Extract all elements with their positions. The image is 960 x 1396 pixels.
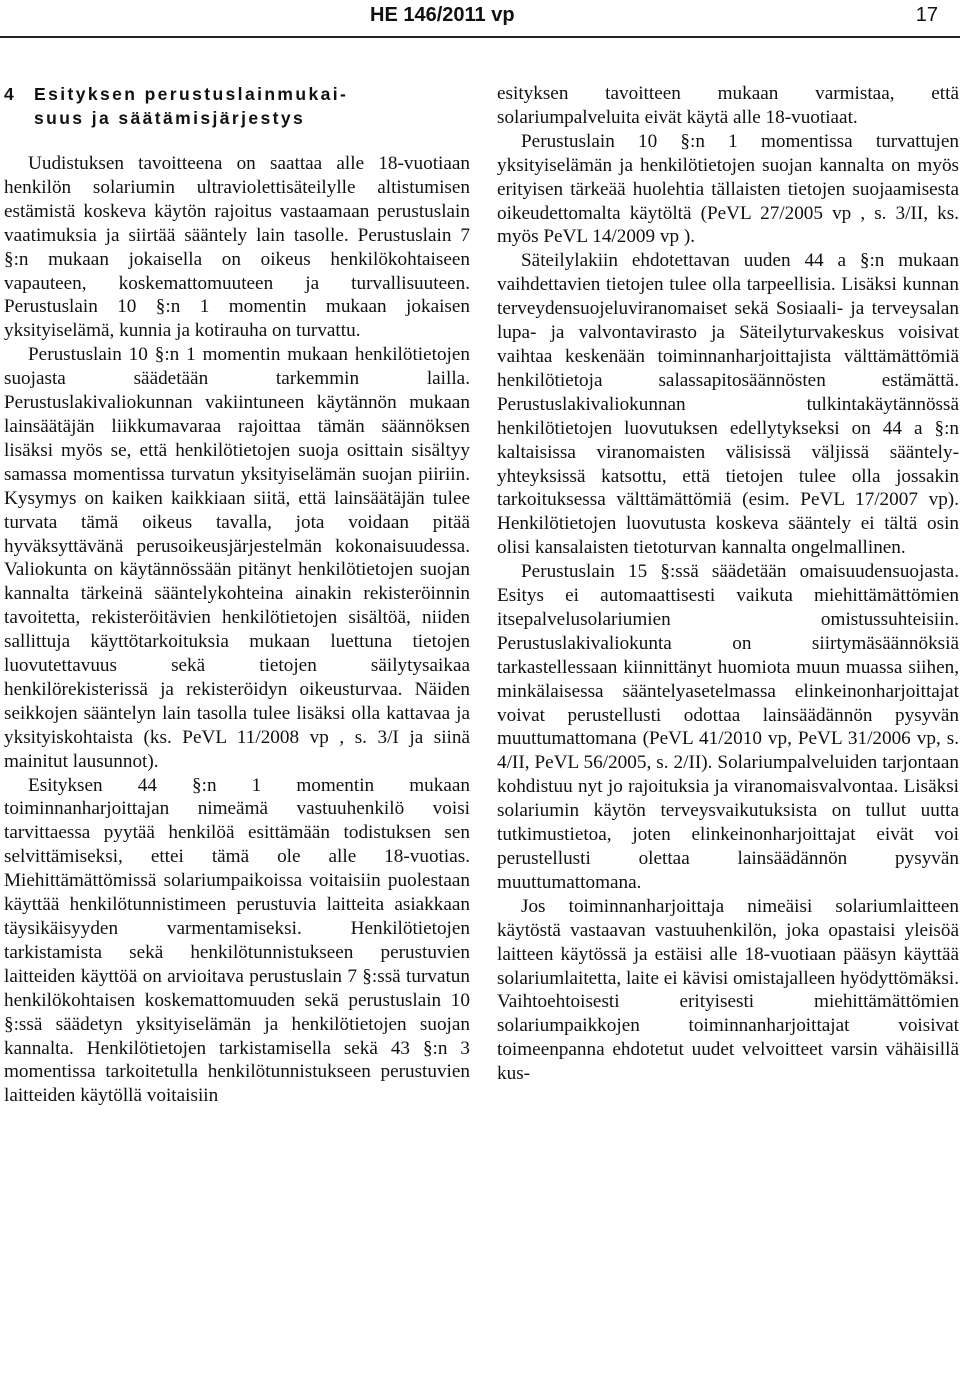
page-number: 17 xyxy=(915,4,938,26)
paragraph: Perustuslain 10 §:n 1 momentin mukaan henkilötietojen suojasta säädetään tarkemmin lailla. Perustuslakivaliokunnan vakiintuneen käytännön mukaan lainsäätäjän liikkumavaraa rajoittaa tämän säännöksen lisäksi myös se, että henkilötietojen suoja osittain sisältyy samassa momentissa turvatun yksityiselämän suojan piiriin. Kysymys on kaiken kaikkiaan siitä, että lainsäätäjän tulee turvata tämä oikeus tavalla, jota voidaan pitää hyväksyttävänä perusoikeusjärjestelmän kokonaisuudessa. Valiokunta on käytännössään pitänyt henkilötietojen suojan kannalta tärkeinä sääntelykohteina ainakin rekisteröinnin tavoitetta, rekisteröitävien henkilötietojen sisältöä, niiden sallittuja käyttötarkoituksia mukaan luettuna tietojen luovutettavuus sekä tietojen säilytysaikaa henkilörekisterissä ja rekisteröidyn oikeusturvaa. Näiden seikkojen sääntelyn lain tasolla tulee lisäksi olla kattavaa ja yksityiskohtaista (ks. PeVL 11/2008 vp , s. 3/I ja siinä mainitut lausunnot). xyxy=(4,344,470,772)
section-number: 4 xyxy=(4,84,14,104)
right-column xyxy=(497,82,959,1086)
paragraph: Perustuslain 10 §:n 1 momentissa turvattujen yksityiselämän ja henkilötietojen suojan kannalta on myös erityisen tärkeää huolehtia tällaisten tietojen suojaamisesta oikeudettomalta käytöltä (PeVL 27/2005 vp , s. 3/II, ks. myös PeVL 14/2009 vp ). xyxy=(497,130,959,248)
paragraph: Esityksen 44 §:n 1 momentin mukaan toiminnanharjoittajan nimeämä vastuuhenkilö voisi tarvittaessa pyytää henkilöä esittämään todistuksen sen selvittämiseksi, ettei tämä ole alle 18-vuotias. Miehittämättömissä solariumpaikoissa voitaisiin puolestaan käyttää henkilötunnistimeen perustuvia laitteita asiakkaan täysikäisyyden varmentamiseksi. Henkilötietojen tarkistamista sekä henkilötunnistukseen perustuvien laitteiden käyttöä on arvioitava perustuslain 7 §:ssä turvatun henkilökohtaisen koskemattomuuden sekä perustuslain 10 §:ssä säädetyn yksityiselämän ja henkilötietojen suojan kannalta. Henkilötietojen tarkistamisella sekä 43 §:n 3 momentissa tarkoitetulla henkilötunnistukseen perustuvien laitteiden käytöllä voitaisiin xyxy=(4,774,470,1107)
page-header xyxy=(0,0,960,34)
paragraph: Jos toiminnanharjoittaja nimeäisi solariumlaitteen käytöstä vastaavan vastuuhenkilön, joka opastaisi yleisöä laitteen käytössä ja estäisi alle 18-vuotiaan pääsyn käyttää solariumlaitetta, laite ei kävisi omistajalleen hyödyttömäksi. Vaihtoehtoisesti erityisesti miehittämättömien solariumpaikkojen toiminnanharjoittajat voisivat toimeenpanna ehdotetut uudet velvoitteet varsin vähäisillä kus- xyxy=(497,895,959,1085)
paragraph: Perustuslain 15 §:ssä säädetään omaisuudensuojasta. Esitys ei automaattisesti vaikuta miehittämättömien itsepalvelusolariumien omistussuhteisiin. Perustuslakivaliokunta on siirtymäsäännöksiä tarkastellessaan kiinnittänyt huomiota muun muassa siihen, minkälaisessa sääntelyasetelmassa elinkeinonharjoittajat voivat perustellusti odottaa lainsäädännön pysyvän muuttumattomana (PeVL 41/2010 vp, PeVL 31/2006 vp, s. 4/II, PeVL 56/2005, s. 2/II). Solariumpalveluiden tarjontaan kohdistuu nyt jo rajoituksia ja viranomaisvalvontaa. Lisäksi solariumin käytön terveysvaikutuksista on tullut uutta tutkimustietoa, joten elinkeinonharjoittajat eivät voi perustellusti olettaa lainsäädännön pysyvän muuttumattomana. xyxy=(497,561,959,893)
section-heading xyxy=(4,82,470,130)
document-id: HE 146/2011 vp xyxy=(370,4,515,26)
header-rule xyxy=(0,36,960,38)
paragraph-continued: esityksen tavoitteen mukaan varmistaa, että solariumpalveluita eivät käytä alle 18-vuotiaat. xyxy=(497,83,959,128)
paragraph: Uudistuksen tavoitteena on saattaa alle 18-vuotiaan henkilön solariumin ultraviolettisäteilylle altistumisen estämistä koskeva käytön rajoitus vastaamaan perustuslain vaatimuksia ja siirtää sääntely lain tasolle. Perustuslain 7 §:n mukaan jokaisella on oikeus henkilökohtaiseen vapauteen, koskemattomuuteen ja turvallisuuteen. Perustuslain 10 §:n 1 momentin mukaan jokaisen yksityiselämä, kunnia ja kotirauha on turvattu. xyxy=(4,153,470,342)
left-column xyxy=(4,82,470,1108)
paragraph: Säteilylakiin ehdotettavan uuden 44 a §:n mukaan vaihdettavien tietojen tulee olla tarpeellisia. Lisäksi kunnan terveydensuojeluviranomaiset sekä Sosiaali- ja terveysalan lupa- ja valvontavirasto ja Säteilyturvakeskus voisivat vaihtaa keskenään toiminnanharjoittajista välttämättömiä henkilötietoja salassapitosäännösten estämättä. Perustuslakivaliokunnan tulkintakäytännössä henkilötietojen luovutuksen edellytykseksi on 44 a §:n kaltaisissa viranomaisten välisissä väljissä sääntely-yhteyksissä katsottu, että tietojen tulee olla jossakin tarkoituksessa välttämättömiä (esim. PeVL 17/2007 vp). Henkilötietojen luovutusta koskeva sääntely ei tältä osin olisi kansalaisten tietoturvan kannalta ongelmallinen. xyxy=(497,250,959,559)
section-title-line2: suus ja säätämisjärjestys xyxy=(34,108,306,128)
section-title-line1: Esityksen perustuslainmukai- xyxy=(34,84,349,104)
